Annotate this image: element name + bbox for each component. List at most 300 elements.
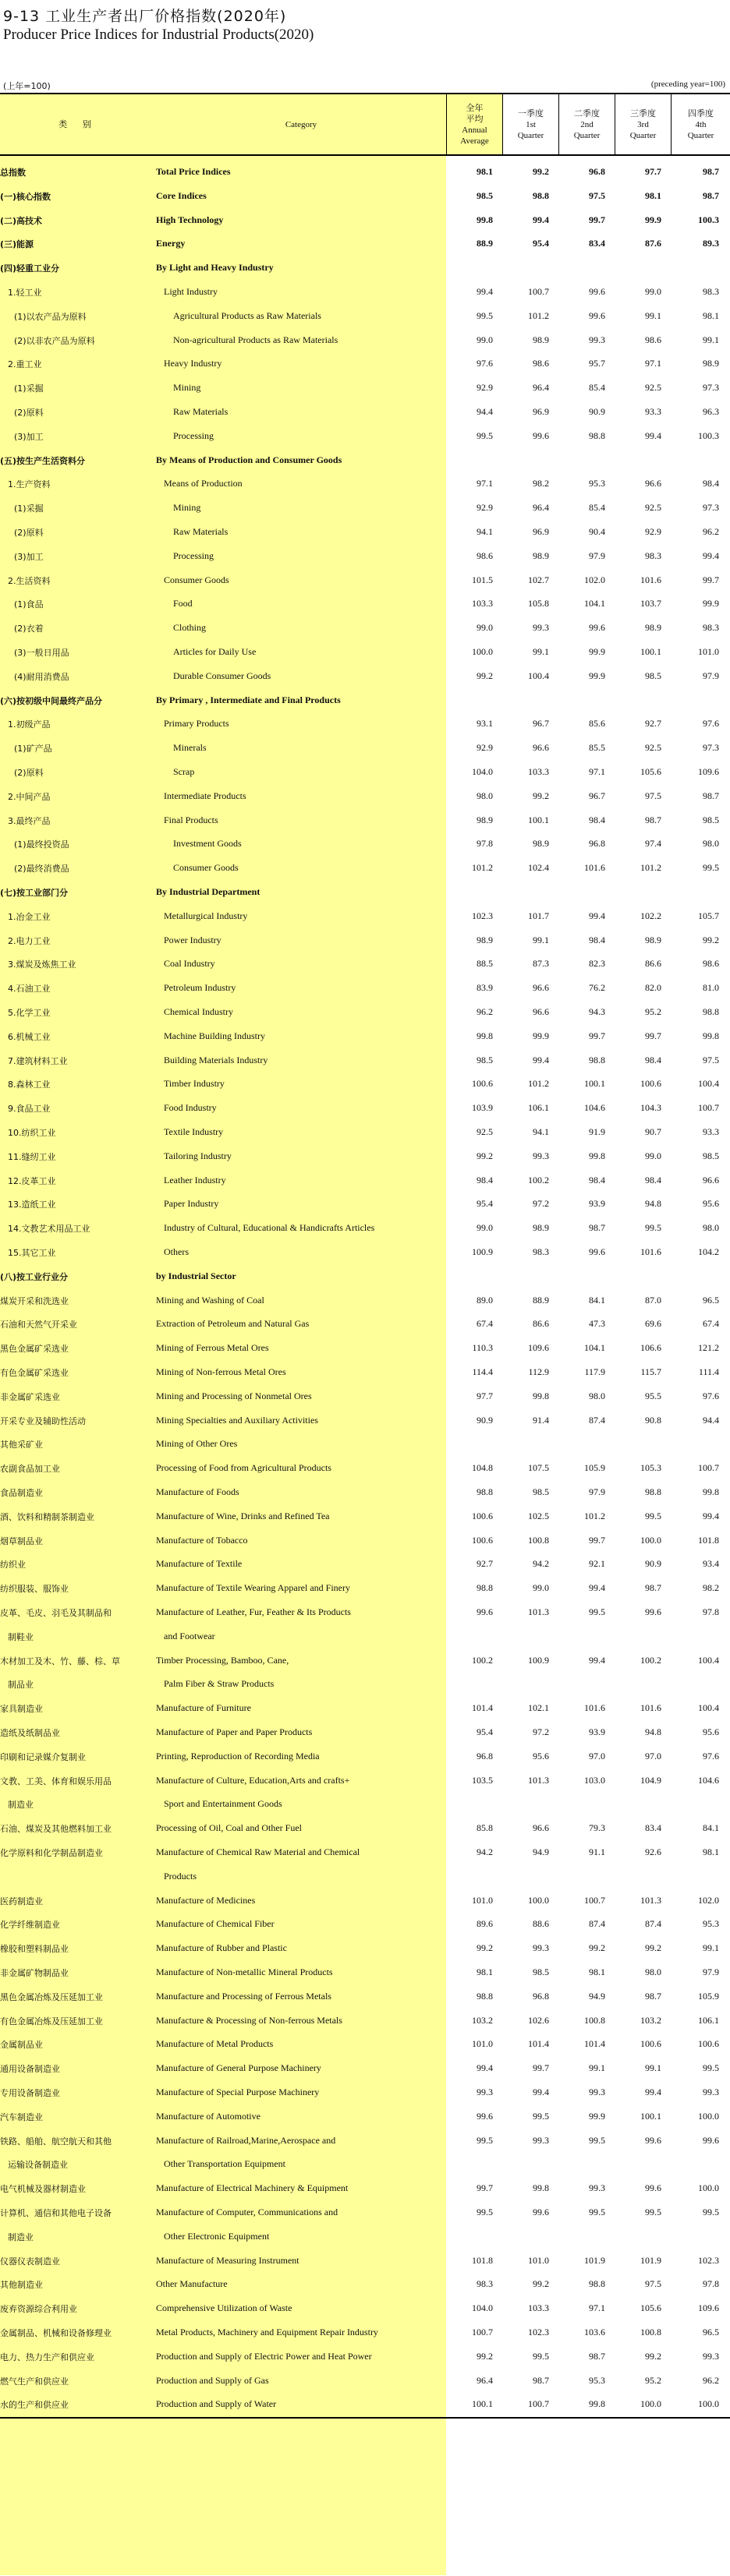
row-category-cn: (四)轻重工业分 <box>0 263 60 274</box>
cell-annual: 97.6 <box>477 358 493 369</box>
row-category-en: Industry of Cultural, Educational & Handicrafts Articles <box>164 1222 375 1234</box>
table-row <box>0 543 730 568</box>
cell-q1: 99.1 <box>533 934 549 945</box>
cell-q4: 99.3 <box>703 2350 719 2362</box>
cell-q3: 101.3 <box>640 1894 661 1906</box>
cell-q1: 99.2 <box>533 2278 549 2290</box>
row-category-en: by Industrial Sector <box>156 1270 236 1281</box>
cell-q3: 99.6 <box>645 2182 661 2194</box>
row-category-cn: (1)矿产品 <box>14 744 52 754</box>
row-category-en: Timber Processing, Bamboo, Cane, <box>156 1654 289 1666</box>
cell-q4: 97.5 <box>703 1054 719 1065</box>
cell-q4: 98.5 <box>703 1150 719 1161</box>
cell-annual: 99.0 <box>477 622 493 634</box>
table-row <box>0 1048 730 1072</box>
row-category-en: Building Materials Industry <box>164 1054 268 1065</box>
cell-q1: 99.6 <box>533 429 549 441</box>
cell-annual: 98.9 <box>477 814 493 825</box>
row-category-cn: 有色金属矿采选业 <box>0 1368 69 1378</box>
table-row <box>0 759 730 784</box>
cell-q2: 102.0 <box>584 574 605 585</box>
row-category-en: Food <box>173 598 193 610</box>
cell-q3: 101.6 <box>640 1246 661 1257</box>
table-row <box>0 615 730 640</box>
row-category-en: Intermediate Products <box>164 790 246 801</box>
row-category-cn: 汽车制造业 <box>0 2111 43 2122</box>
cell-q4: 99.8 <box>703 1030 719 1041</box>
row-category-en: Mining of Other Ores <box>156 1438 238 1450</box>
cell-q1: 109.6 <box>528 1342 549 1354</box>
row-category-en: Timber Industry <box>164 1078 225 1090</box>
row-category-cn: (2)最终消费品 <box>14 864 69 875</box>
row-category-en: By Means of Production and Consumer Goods <box>156 454 342 465</box>
cell-q1: 99.3 <box>533 2134 549 2146</box>
cell-q2: 99.7 <box>589 1030 605 1041</box>
cell-q4: 106.1 <box>698 2014 719 2026</box>
cell-q1: 96.9 <box>533 526 549 537</box>
cell-q4: 98.7 <box>703 189 719 201</box>
cell-q3: 105.3 <box>640 1462 661 1474</box>
row-category-en: Processing <box>173 549 214 561</box>
row-category-cn: (3)加工 <box>14 431 44 442</box>
cell-q3: 97.4 <box>645 838 661 850</box>
row-category-cn: (3)一般日用品 <box>14 648 69 658</box>
table-row <box>0 1648 730 1673</box>
cell-q1: 95.4 <box>533 238 549 249</box>
cell-q4: 96.3 <box>703 406 719 417</box>
cell-annual: 101.2 <box>472 862 493 874</box>
table-row <box>0 1624 730 1648</box>
cell-q3: 99.5 <box>645 1222 661 1234</box>
cell-q2: 98.8 <box>589 429 605 441</box>
cell-q3: 92.9 <box>645 526 661 537</box>
cell-annual: 97.8 <box>477 838 493 850</box>
cell-q3: 94.8 <box>645 1198 661 1210</box>
row-category-cn: 8.森林工业 <box>8 1080 51 1090</box>
cell-q3: 100.6 <box>640 2038 661 2050</box>
cell-q1: 112.9 <box>528 1366 549 1377</box>
table-row <box>0 591 730 616</box>
cell-q3: 99.1 <box>645 309 661 321</box>
table-bottom-rule <box>0 2417 730 2419</box>
cell-q4: 97.3 <box>703 742 719 754</box>
cell-annual: 98.9 <box>477 934 493 945</box>
cell-annual: 104.0 <box>472 766 493 777</box>
cell-q3: 83.4 <box>645 1822 661 1834</box>
row-category-cn: 15.其它工业 <box>8 1248 56 1258</box>
row-category-cn: (1)以农产品为原料 <box>14 311 87 322</box>
row-category-cn: (六)按初级中间最终产品分 <box>0 695 103 706</box>
cell-q3: 98.7 <box>645 1990 661 2002</box>
row-category-cn: 黑色金属冶炼及压延加工业 <box>0 1991 103 2002</box>
cell-q3: 69.6 <box>645 1318 661 1330</box>
row-category-cn: 水的生产和供应业 <box>0 2400 69 2411</box>
cell-q2: 99.5 <box>589 1606 605 1617</box>
row-category-en: Manufacture of Metal Products <box>156 2038 274 2050</box>
cell-q2: 117.9 <box>584 1366 605 1377</box>
row-category-cn: 家具制造业 <box>0 1704 43 1715</box>
cell-q2: 97.9 <box>589 1486 605 1497</box>
cell-q4: 98.7 <box>703 790 719 801</box>
cell-q4: 97.8 <box>703 2278 719 2290</box>
row-category-cn: 专用设备制造业 <box>0 2088 60 2098</box>
table-row <box>0 2104 730 2129</box>
cell-q1: 99.4 <box>533 1054 549 1065</box>
cell-q2: 99.3 <box>589 334 605 345</box>
table-row <box>0 1839 730 1864</box>
row-category-en: By Primary , Intermediate and Final Products <box>156 694 341 705</box>
cell-q2: 104.1 <box>584 598 605 610</box>
cell-q2: 96.7 <box>589 790 605 801</box>
row-category-cn: (1)采掘 <box>14 383 44 394</box>
cell-q4: 97.6 <box>703 718 719 730</box>
cell-q1: 102.6 <box>528 2014 549 2026</box>
cell-q4: 97.3 <box>703 382 719 394</box>
cell-q1: 98.5 <box>533 1486 549 1497</box>
cell-annual: 99.2 <box>477 1942 493 1954</box>
row-category-cn: 2.重工业 <box>8 359 42 370</box>
row-category-en: Light Industry <box>164 286 218 297</box>
row-category-en: Clothing <box>173 622 207 634</box>
cell-q1: 94.2 <box>533 1558 549 1570</box>
cell-q2: 99.5 <box>589 2207 605 2217</box>
cell-q4: 100.3 <box>698 214 719 225</box>
cell-annual: 92.5 <box>477 1126 493 1137</box>
row-category-cn: 12.皮革工业 <box>8 1175 56 1186</box>
table-row <box>0 903 730 928</box>
cell-annual: 94.2 <box>477 1846 493 1857</box>
cell-q4: 93.4 <box>703 1558 719 1570</box>
cell-q1: 99.3 <box>533 1942 549 1954</box>
row-category-cn: 木材加工及木、竹、藤、棕、草 <box>0 1655 120 1666</box>
table-row <box>0 159 730 184</box>
cell-annual: 110.3 <box>472 1342 493 1354</box>
cell-annual: 103.3 <box>472 598 493 610</box>
table-row <box>0 495 730 520</box>
cell-q2: 99.9 <box>589 2110 605 2122</box>
row-category-en: Investment Goods <box>173 838 242 850</box>
table-row <box>0 207 730 232</box>
cell-q2: 103.0 <box>584 1774 605 1786</box>
cell-q2: 99.8 <box>589 1150 605 1161</box>
row-category-cn: (八)按工业行业分 <box>0 1271 69 1282</box>
table-row <box>0 879 730 904</box>
cell-q4: 95.6 <box>703 1198 719 1210</box>
row-category-cn: 总指数 <box>0 168 26 178</box>
cell-q1: 96.4 <box>533 382 549 394</box>
cell-q2: 82.3 <box>589 958 605 970</box>
cell-q4: 99.6 <box>703 2134 719 2146</box>
cell-q2: 98.4 <box>589 1174 605 1186</box>
cell-q1: 87.3 <box>533 958 549 970</box>
row-category-en: Processing of Food from Agricultural Products <box>156 1462 331 1474</box>
row-category-en: Machine Building Industry <box>164 1030 265 1041</box>
cell-q3: 98.4 <box>645 1054 661 1065</box>
cell-q2: 98.7 <box>589 1222 605 1234</box>
cell-q4: 97.3 <box>703 502 719 514</box>
cell-q1: 99.1 <box>533 646 549 657</box>
cell-q4: 95.6 <box>703 1726 719 1737</box>
row-category-en: Scrap <box>173 766 195 777</box>
cell-q2: 99.9 <box>589 670 605 681</box>
cell-q2: 97.5 <box>589 189 605 201</box>
cell-q3: 99.4 <box>645 429 661 441</box>
cell-q1: 100.8 <box>528 1534 549 1546</box>
row-category-cn: 5.化学工业 <box>8 1008 51 1018</box>
cell-q2: 104.1 <box>584 1342 605 1354</box>
cell-q2: 83.4 <box>589 238 605 249</box>
cell-q1: 96.8 <box>533 1990 549 2002</box>
cell-q1: 100.1 <box>528 814 549 825</box>
cell-q2: 96.8 <box>589 166 605 177</box>
cell-annual: 99.0 <box>477 334 493 345</box>
cell-q4: 121.2 <box>698 1342 719 1354</box>
cell-q4: 96.5 <box>703 2327 719 2337</box>
table-row <box>0 1599 730 1624</box>
cell-q1: 102.3 <box>528 2327 549 2337</box>
row-category-cn: 酒、饮料和精制茶制造业 <box>0 1511 94 1522</box>
table-row <box>0 663 730 688</box>
table-row <box>0 2344 730 2369</box>
cell-q3: 102.2 <box>640 910 661 921</box>
cell-annual: 99.5 <box>477 2134 493 2146</box>
cell-q2: 87.4 <box>589 1918 605 1930</box>
row-category-en: Core Indices <box>156 189 207 201</box>
cell-q3: 99.0 <box>645 1150 661 1161</box>
row-category-cn: 有色金属冶炼及压延加工业 <box>0 2016 103 2027</box>
cell-q4: 109.6 <box>698 2302 719 2314</box>
row-category-en: Sport and Entertainment Goods <box>164 1798 282 1810</box>
cell-annual: 97.1 <box>477 478 493 489</box>
table-row <box>0 1071 730 1096</box>
row-category-cn: 1.冶金工业 <box>8 911 51 922</box>
cell-q3: 96.6 <box>645 478 661 489</box>
row-category-en: Manufacture of Textile <box>156 1558 243 1570</box>
header-q1 <box>502 93 558 156</box>
cell-q3: 99.4 <box>645 2087 661 2097</box>
cell-q3: 101.2 <box>640 862 661 874</box>
cell-q3: 94.8 <box>645 1726 661 1737</box>
cell-q4: 84.1 <box>703 1822 719 1834</box>
row-category-en: Mining <box>173 502 201 514</box>
cell-q3: 86.6 <box>645 958 661 970</box>
row-category-en: Articles for Daily Use <box>173 646 257 657</box>
row-category-en: Mining and Washing of Coal <box>156 1294 264 1306</box>
cell-annual: 103.2 <box>472 2014 493 2026</box>
row-category-en: Manufacture of Foods <box>156 1486 239 1497</box>
cell-q1: 100.4 <box>528 670 549 681</box>
cell-q4: 105.7 <box>698 910 719 921</box>
cell-q3: 99.6 <box>645 1606 661 1617</box>
row-category-en: Production and Supply of Electric Power and Heat Power <box>156 2350 372 2362</box>
cell-q1: 99.8 <box>533 1390 549 1401</box>
table-row <box>0 1191 730 1216</box>
cell-q1: 88.9 <box>533 1294 549 1306</box>
cell-q2: 99.1 <box>589 2062 605 2074</box>
cell-q1: 101.2 <box>528 1078 549 1090</box>
cell-q1: 94.9 <box>533 1846 549 1857</box>
cell-q1: 98.7 <box>533 2374 549 2386</box>
cell-q1: 100.9 <box>528 1654 549 1666</box>
cell-annual: 103.9 <box>472 1102 493 1114</box>
table-row <box>0 951 730 976</box>
row-category-en: Food Industry <box>164 1102 217 1114</box>
cell-q1: 98.9 <box>533 334 549 345</box>
row-category-cn: (五)按生产生活资料分 <box>0 455 86 466</box>
cell-q3: 105.6 <box>640 766 661 777</box>
cell-q2: 101.6 <box>584 1702 605 1714</box>
cell-q1: 97.2 <box>533 1726 549 1737</box>
cell-q1: 99.8 <box>533 2182 549 2194</box>
cell-q3: 93.3 <box>645 406 661 417</box>
table-row <box>0 2128 730 2153</box>
cell-q1: 101.4 <box>528 2038 549 2050</box>
cell-q2: 104.6 <box>584 1102 605 1114</box>
cell-q2: 90.4 <box>589 526 605 537</box>
cell-q2: 99.7 <box>589 1534 605 1546</box>
cell-q3: 97.1 <box>645 358 661 369</box>
header-category-en: Category <box>156 93 446 156</box>
cell-q3: 99.2 <box>645 2350 661 2362</box>
cell-annual: 100.6 <box>472 1078 493 1090</box>
row-category-cn: 11.缝纫工业 <box>8 1151 56 1162</box>
row-category-en: By Light and Heavy Industry <box>156 262 274 274</box>
row-category-cn: 4.石油工业 <box>8 984 51 995</box>
cell-q4: 98.7 <box>703 166 719 177</box>
cell-q4: 100.0 <box>698 2398 719 2410</box>
cell-annual: 100.2 <box>472 1654 493 1666</box>
cell-q4: 94.4 <box>703 1414 719 1426</box>
cell-q1: 98.6 <box>533 358 549 369</box>
table-row <box>0 1479 730 1504</box>
row-category-cn: 纺织业 <box>0 1560 26 1571</box>
cell-annual: 100.7 <box>472 2327 493 2337</box>
cell-annual: 99.2 <box>477 2350 493 2362</box>
cell-q2: 85.5 <box>589 742 605 754</box>
cell-q4: 98.9 <box>703 358 719 369</box>
cell-annual: 101.5 <box>472 574 493 585</box>
table-row <box>0 423 730 448</box>
row-category-en: Mining and Processing of Nonmetal Ores <box>156 1390 312 1401</box>
cell-annual: 92.9 <box>477 502 493 514</box>
cell-annual: 85.8 <box>477 1822 493 1834</box>
row-category-cn: 食品制造业 <box>0 1488 43 1498</box>
cell-q3: 99.6 <box>645 2134 661 2146</box>
row-category-cn: 造纸及纸制品业 <box>0 1728 60 1738</box>
cell-q4: 102.0 <box>698 1894 719 1906</box>
table-row <box>0 1551 730 1576</box>
row-category-cn: 仪器仪表制造业 <box>0 2256 60 2267</box>
row-category-cn: (2)衣着 <box>14 624 44 634</box>
row-category-cn: 化学纤维制造业 <box>0 1920 60 1931</box>
cell-q3: 100.8 <box>640 2327 661 2337</box>
cell-annual: 92.9 <box>477 742 493 754</box>
cell-q2: 99.4 <box>589 910 605 921</box>
cell-q4: 98.2 <box>703 1582 719 1594</box>
table-row <box>0 2008 730 2033</box>
cell-annual: 97.7 <box>477 1390 493 1401</box>
row-category-cn: 9.食品工业 <box>8 1104 51 1115</box>
cell-q1: 103.3 <box>528 766 549 777</box>
cell-annual: 99.2 <box>477 670 493 681</box>
cell-annual: 98.1 <box>477 1966 493 1977</box>
row-category-en: Manufacture and Processing of Ferrous Metals <box>156 1990 331 2002</box>
cell-annual: 98.1 <box>477 166 493 177</box>
cell-q3: 98.1 <box>645 189 661 201</box>
cell-q4: 96.6 <box>703 1174 719 1186</box>
header-q2-cn: 二季度 <box>574 108 600 118</box>
cell-q3: 92.5 <box>645 502 661 514</box>
cell-q2: 93.9 <box>589 1726 605 1737</box>
table-row <box>0 1359 730 1384</box>
row-category-en: Chemical Industry <box>164 1006 233 1017</box>
row-category-cn: 3.煤炭及炼焦工业 <box>8 959 76 970</box>
header-q3-en: 3rd Quarter <box>629 119 657 140</box>
cell-q1: 99.9 <box>533 1030 549 1041</box>
cell-q2: 99.3 <box>589 2087 605 2097</box>
cell-q3: 100.2 <box>640 1654 661 1666</box>
table-row <box>0 1383 730 1408</box>
cell-q3: 103.7 <box>640 598 661 610</box>
cell-annual: 98.3 <box>477 2278 493 2290</box>
table-row <box>0 999 730 1024</box>
cell-annual: 99.0 <box>477 1222 493 1234</box>
cell-annual: 98.6 <box>477 549 493 561</box>
table-row <box>0 2055 730 2080</box>
cell-q3: 99.5 <box>645 1510 661 1521</box>
cell-annual: 83.9 <box>477 982 493 994</box>
row-category-en: Manufacture of Automotive <box>156 2110 260 2122</box>
cell-q1: 101.0 <box>528 2254 549 2266</box>
cell-annual: 100.9 <box>472 1246 493 1257</box>
cell-q1: 98.2 <box>533 478 549 489</box>
cell-annual: 101.0 <box>472 2038 493 2050</box>
row-category-en: Agricultural Products as Raw Materials <box>173 309 321 321</box>
cell-annual: 98.5 <box>477 1054 493 1065</box>
cell-q1: 98.9 <box>533 838 549 850</box>
cell-q1: 99.4 <box>533 2087 549 2097</box>
cell-annual: 92.7 <box>477 1558 493 1570</box>
cell-annual: 67.4 <box>477 1318 493 1330</box>
cell-q1: 98.8 <box>533 189 549 201</box>
cell-q2: 101.2 <box>584 1510 605 1521</box>
cell-q1: 102.5 <box>528 1510 549 1521</box>
row-category-en: Metal Products, Machinery and Equipment Repair Industry <box>156 2327 378 2337</box>
cell-q2: 90.9 <box>589 406 605 417</box>
cell-q3: 100.0 <box>640 1534 661 1546</box>
table-row <box>0 2175 730 2200</box>
table-row <box>0 351 730 376</box>
cell-q1: 96.6 <box>533 1822 549 1834</box>
row-category-en: Heavy Industry <box>164 358 222 369</box>
row-category-cn: (1)采掘 <box>14 504 44 514</box>
table-row <box>0 1911 730 1936</box>
cell-q4: 111.4 <box>698 1366 719 1377</box>
cell-q1: 95.6 <box>533 1750 549 1762</box>
cell-q3: 90.7 <box>645 1126 661 1137</box>
cell-annual: 95.4 <box>477 1198 493 1210</box>
row-category-en: Energy <box>156 238 186 249</box>
cell-q3: 97.0 <box>645 1750 661 1762</box>
row-category-cn: 橡胶和塑料制品业 <box>0 1944 69 1955</box>
cell-q3: 99.7 <box>645 1030 661 1041</box>
cell-q1: 107.5 <box>528 1462 549 1474</box>
cell-annual: 89.6 <box>477 1918 493 1930</box>
header-q4-en: 4th Quarter <box>687 119 714 140</box>
cell-q3: 101.9 <box>640 2254 661 2266</box>
row-category-cn: 2.电力工业 <box>8 935 51 946</box>
row-category-cn: 烟草制品业 <box>0 1535 43 1546</box>
